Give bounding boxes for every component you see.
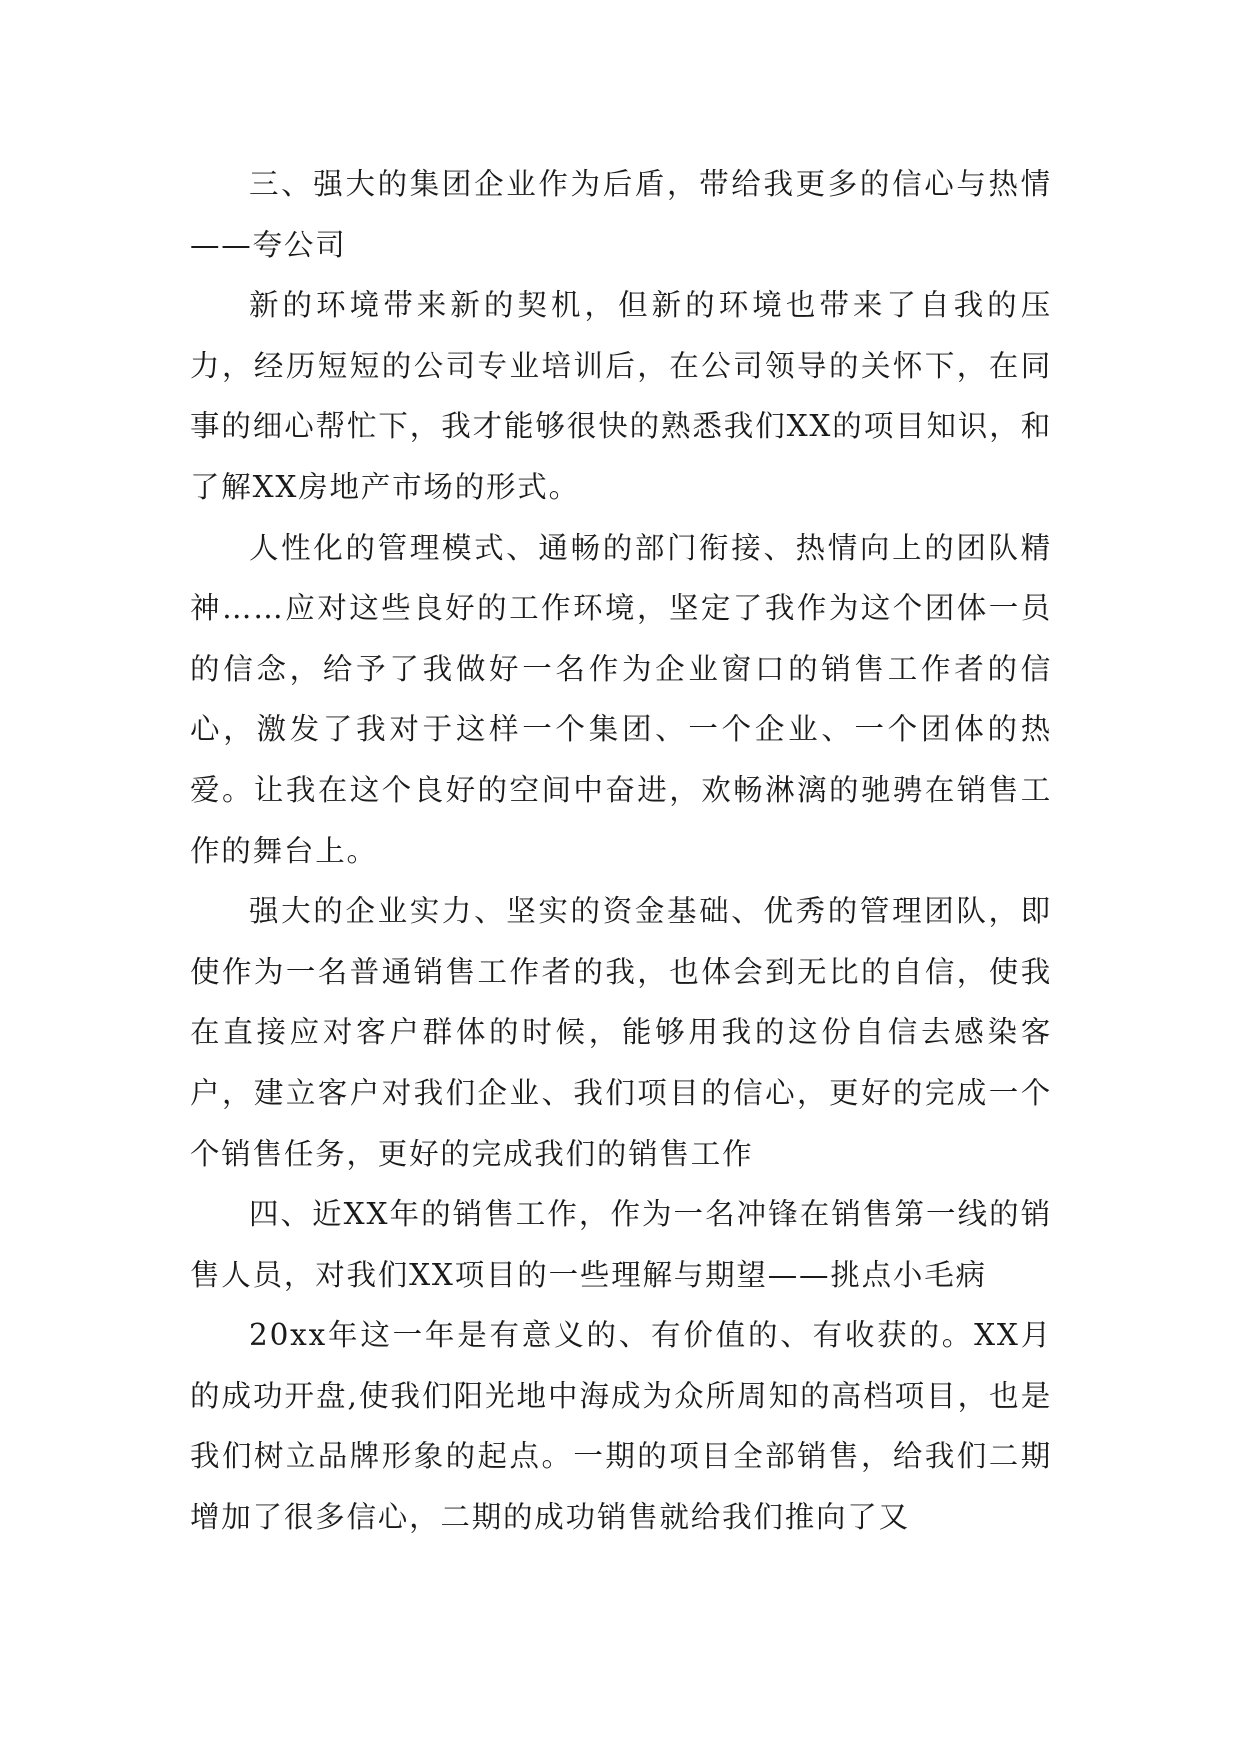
paragraph-company-strength: 强大的企业实力、坚实的资金基础、优秀的管理团队，即使作为一名普通销售工作者的我，也体会到无比的自信，使我在直接应对客户群体的时候，能够用我的这份自信去感染客户，建立客户对我们企业、我们项目的信心，更好的完成一个个销售任务，更好的完成我们的销售工作 (190, 894, 1052, 1171)
paragraph-year-review: 20xx年这一年是有意义的、有价值的、有收获的。XX月的成功开盘,使我们阳光地中海成为众所周知的高档项目，也是我们树立品牌形象的起点。一期的项目全部销售，给我们二期增加了很多信心，二期的成功销售就给我们推向了又 (190, 1318, 1052, 1535)
paragraph-new-environment: 新的环境带来新的契机，但新的环境也带来了自我的压力，经历短短的公司专业培训后，在公司领导的关怀下，在同事的细心帮忙下，我才能够很快的熟悉我们XX的项目知识，和了解XX房地产市场的形式。 (190, 288, 1052, 504)
section-heading-three: 三、强大的集团企业作为后盾，带给我更多的信心与热情——夸公司 (190, 167, 1052, 262)
document-body (190, 154, 1052, 1548)
paragraph-management-mode: 人性化的管理模式、通畅的部门衔接、热情向上的团队精神……应对这些良好的工作环境，坚定了我作为这个团体一员的信念，给予了我做好一名作为企业窗口的销售工作者的信心，激发了我对于这样一个集团、一个企业、一个团体的热爱。让我在这个良好的空间中奋进，欢畅淋漓的驰骋在销售工作的舞台上。 (190, 530, 1052, 868)
section-heading-four: 四、近XX年的销售工作，作为一名冲锋在销售第一线的销售人员，对我们XX项目的一些理解与期望——挑点小毛病 (190, 1197, 1052, 1292)
